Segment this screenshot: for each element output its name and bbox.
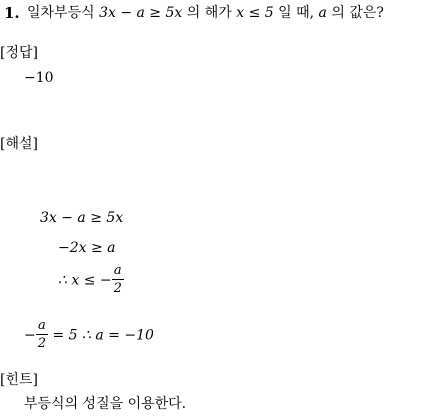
hint-label: [힌트]: [0, 372, 38, 388]
question-suffix: 의 값은?: [331, 5, 384, 21]
answer-label: [정답]: [0, 45, 38, 61]
question-number: 1.: [4, 4, 20, 22]
question-mid2: 일 때,: [278, 5, 315, 21]
question-variable: a: [318, 5, 327, 21]
explanation-line-4: [24, 319, 154, 352]
explanation-line-4-suffix: = 5 ∴ a = −10: [52, 327, 154, 344]
fraction-a-over-2: [112, 264, 124, 297]
explanation-label: [해설]: [0, 136, 38, 152]
fraction-numerator: a: [37, 318, 46, 333]
explanation-line-4-minus: −: [24, 327, 36, 344]
explanation-line-2: −2x ≥ a: [58, 240, 116, 256]
fraction-bar: [36, 334, 48, 335]
fraction-bar: [112, 279, 124, 280]
hint-text: 부등식의 성질을 이용한다.: [24, 396, 187, 412]
fraction-a-over-2-b: [36, 319, 48, 352]
explanation-line-1: 3x − a ≥ 5x: [40, 210, 124, 226]
question-mid: 의 해가: [186, 5, 232, 21]
question-inequality: 3x − a ≥ 5x: [99, 5, 183, 21]
explanation-line-3-prefix: ∴ x ≤ −: [58, 272, 112, 289]
question-prefix: 일차부등식: [27, 5, 95, 21]
fraction-denominator: 2: [37, 336, 47, 352]
question-condition: x ≤ 5: [236, 5, 274, 21]
answer-value: −10: [24, 70, 54, 86]
fraction-denominator: 2: [113, 281, 122, 297]
question-text: [27, 6, 384, 20]
fraction-numerator: a: [113, 263, 122, 278]
explanation-line-3: [58, 264, 124, 297]
